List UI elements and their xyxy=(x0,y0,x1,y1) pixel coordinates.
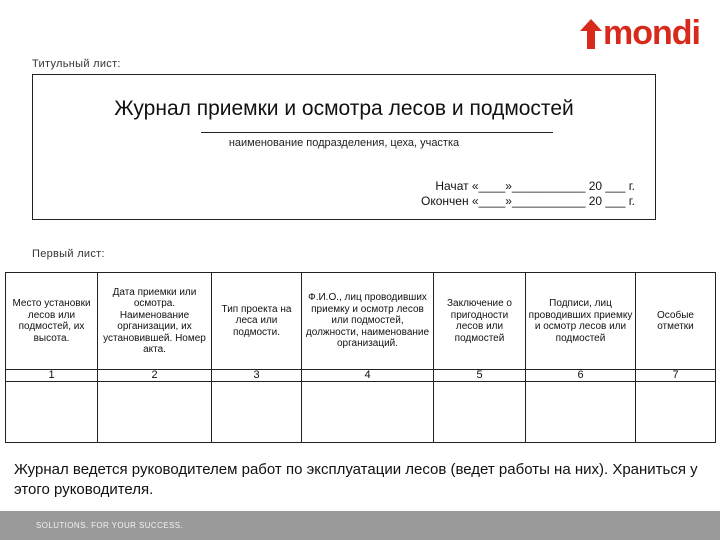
subdivision-line xyxy=(201,132,553,133)
table-number-row xyxy=(6,370,716,382)
table-blank-row xyxy=(6,382,716,443)
column-header: Заключение о пригодности лесов или подмостей xyxy=(434,273,526,370)
empty-cell xyxy=(212,382,302,443)
journal-note: Журнал ведется руководителем работ по эксплуатации лесов (ведет работы на них). Храниться у этого руководителя. xyxy=(14,461,698,498)
title-page-label: Титульный лист: xyxy=(32,58,121,70)
footer-tagline: SOLUTIONS. FOR YOUR SUCCESS. xyxy=(36,521,184,530)
empty-cell xyxy=(302,382,434,443)
table-header-row xyxy=(6,273,716,370)
mondi-emblem-icon xyxy=(580,19,602,49)
column-number: 1 xyxy=(6,370,98,382)
column-number: 7 xyxy=(636,370,716,382)
title-page-frame xyxy=(32,74,656,220)
column-number: 4 xyxy=(302,370,434,382)
mondi-logo xyxy=(580,14,700,53)
finished-date: Окончен «____»___________ 20 ___ г. xyxy=(421,194,635,208)
column-header: Дата приемки или осмотра. Наименование организации, их установившей. Номер акта. xyxy=(98,273,212,370)
column-header: Особые отметки xyxy=(636,273,716,370)
empty-cell xyxy=(434,382,526,443)
journal-table xyxy=(5,272,716,443)
column-header: Подписи, лиц проводивших приемку и осмотр лесов или подмостей xyxy=(526,273,636,370)
subdivision-caption: наименование подразделения, цеха, участка xyxy=(228,137,460,149)
column-header: Тип проекта на леса или подмости. xyxy=(212,273,302,370)
column-number: 2 xyxy=(98,370,212,382)
column-number: 3 xyxy=(212,370,302,382)
column-number: 6 xyxy=(526,370,636,382)
started-date: Начат «____»___________ 20 ___ г. xyxy=(435,179,635,193)
empty-cell xyxy=(98,382,212,443)
column-number: 5 xyxy=(434,370,526,382)
column-header: Место установки лесов или подмостей, их высота. xyxy=(6,273,98,370)
empty-cell xyxy=(526,382,636,443)
footer-bar xyxy=(0,511,720,540)
empty-cell xyxy=(6,382,98,443)
column-header: Ф.И.О., лиц проводивших приемку и осмотр лесов или подмостей, должности, наименование организаций. xyxy=(302,273,434,370)
empty-cell xyxy=(636,382,716,443)
journal-title: Журнал приемки и осмотра лесов и подмостей xyxy=(114,97,574,120)
brand-name: mondi xyxy=(603,14,700,52)
first-page-label: Первый лист: xyxy=(32,248,105,260)
